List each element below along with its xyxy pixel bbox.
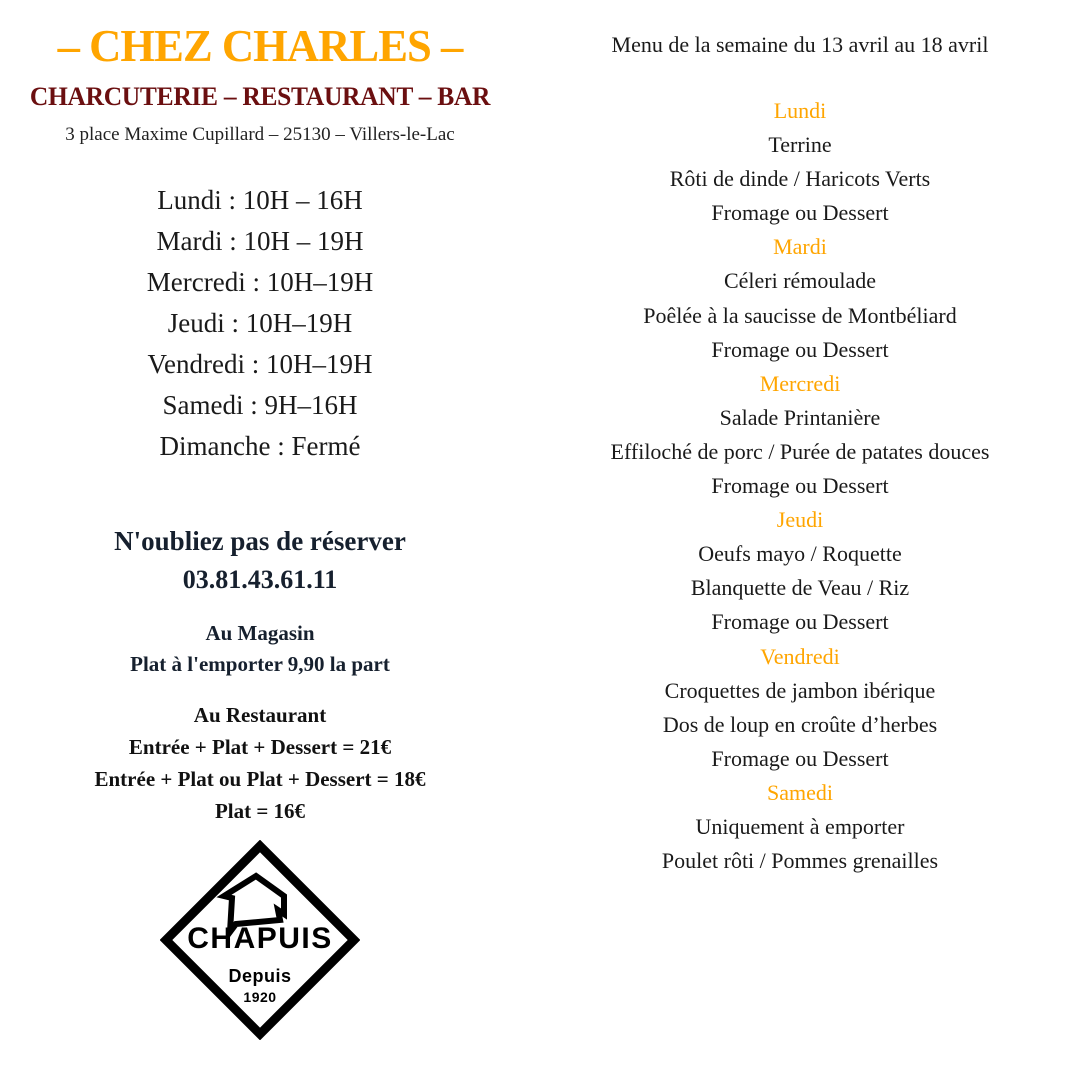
menu-item: Blanquette de Veau / Riz [690, 575, 910, 601]
logo-name: CHAPUIS [187, 921, 333, 955]
menu-item: Fromage ou Dessert [711, 200, 889, 226]
menu-item: Dos de loup en croûte d’herbes [662, 711, 938, 737]
menu-days-list [520, 94, 1080, 878]
menu-day-group [520, 640, 1080, 776]
menu-week-header: Menu de la semaine du 13 avril au 18 avril [611, 32, 989, 57]
menu-item: Poulet rôti / Pommes grenailles [661, 848, 939, 874]
menu-item: Poêlée à la saucisse de Montbéliard [643, 302, 957, 328]
restaurant-heading: Au Restaurant [193, 702, 327, 727]
hours-row: Mercredi : 10H–19H [146, 267, 374, 298]
menu-day-heading: Lundi [773, 98, 827, 123]
reservation-block [0, 526, 520, 595]
menu-item: Fromage ou Dessert [711, 745, 889, 771]
restaurant-price-row: Plat = 16€ [214, 798, 306, 823]
shop-pricing-block [0, 621, 520, 677]
menu-day-group [520, 94, 1080, 230]
restaurant-price-row: Entrée + Plat + Dessert = 21€ [128, 734, 392, 759]
business-name: – CHEZ CHARLES – [57, 20, 463, 71]
hours-row: Mardi : 10H – 19H [156, 226, 364, 257]
menu-day-group [520, 230, 1080, 366]
hours-row: Lundi : 10H – 16H [157, 185, 363, 216]
chapuis-logo [0, 840, 520, 1040]
hours-row: Samedi : 9H–16H [162, 390, 358, 421]
logo-since-label: Depuis [228, 965, 292, 986]
restaurant-pricing-block [0, 703, 520, 824]
hours-row: Jeudi : 10H–19H [167, 308, 353, 339]
menu-item: Salade Printanière [719, 404, 881, 430]
menu-item: Rôti de dinde / Haricots Verts [669, 166, 931, 192]
menu-day-heading: Mercredi [759, 370, 841, 396]
shop-heading: Au Magasin [205, 620, 315, 645]
shop-takeaway-price: Plat à l'emporter 9,90 la part [130, 651, 390, 676]
menu-item: Uniquement à emporter [695, 813, 905, 839]
hours-row: Vendredi : 10H–19H [147, 349, 373, 380]
menu-item: Terrine [768, 132, 832, 158]
menu-day-heading: Vendredi [760, 643, 840, 669]
logo-since-year: 1920 [243, 988, 277, 1005]
reservation-phone[interactable]: 03.81.43.61.11 [182, 564, 338, 594]
menu-day-group [520, 503, 1080, 639]
menu-day-heading: Jeudi [776, 507, 824, 533]
restaurant-price-row: Entrée + Plat ou Plat + Dessert = 18€ [94, 766, 426, 791]
reservation-title: N'oubliez pas de réserver [114, 525, 406, 556]
menu-item: Fromage ou Dessert [711, 336, 889, 362]
menu-day-group [520, 776, 1080, 878]
menu-day-heading: Mardi [773, 234, 827, 260]
business-address: 3 place Maxime Cupillard – 25130 – Villers-le-Lac [65, 124, 455, 146]
weekly-menu-column [520, 0, 1080, 1080]
menu-item: Croquettes de jambon ibérique [664, 677, 936, 703]
business-subtitle: CHARCUTERIE – RESTAURANT – BAR [29, 82, 491, 112]
menu-day-heading: Samedi [767, 779, 833, 805]
hours-row: Dimanche : Fermé [159, 431, 361, 462]
menu-item: Effiloché de porc / Purée de patates douces [610, 438, 990, 464]
menu-item: Oeufs mayo / Roquette [698, 541, 902, 567]
menu-day-group [520, 367, 1080, 503]
chapuis-diamond-logo-icon [160, 840, 360, 1040]
opening-hours-list [0, 180, 520, 467]
menu-item: Fromage ou Dessert [711, 609, 889, 635]
business-info-column [0, 0, 520, 1080]
menu-item: Céleri rémoulade [723, 268, 877, 294]
menu-item: Fromage ou Dessert [711, 473, 889, 499]
